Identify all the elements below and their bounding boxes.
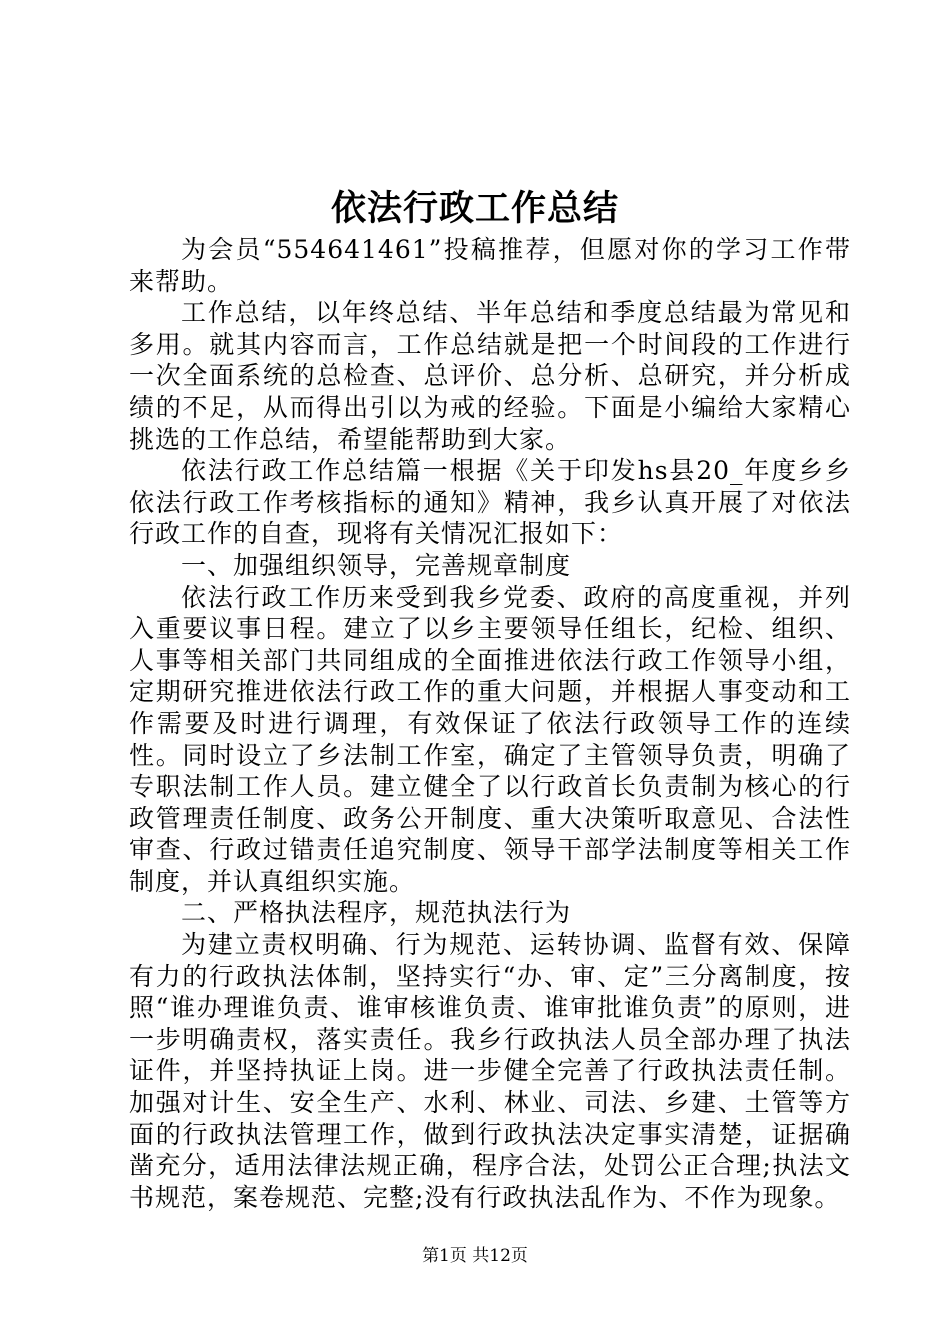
document-body	[129, 234, 851, 1213]
section-1-paragraph: 依法行政工作历来受到我乡党委、政府的高度重视，并列入重要议事日程。建立了以乡主要领导任组长，纪检、组织、人事等相关部门共同组成的全面推进依法行政工作领导小组，定期研究推进依法行政工作的重大问题，并根据人事变动和工作需要及时进行调理，有效保证了依法行政领导工作的连续性。同时设立了乡法制工作室，确定了主管领导负责，明确了专职法制工作人员。建立健全了以行政首长负责制为核心的行政管理责任制度、政务公开制度、重大决策听取意见、合法性审查、行政过错责任追究制度、领导干部学法制度等相关工作制度，并认真组织实施。	[129, 582, 851, 896]
page-number-footer: 第1页 共12页	[422, 1246, 528, 1266]
document-title: 依法行政工作总结	[330, 188, 619, 229]
section-heading-1: 一、加强组织领导，完善规章制度	[181, 550, 572, 580]
summary-definition-paragraph: 工作总结，以年终总结、半年总结和季度总结最为常见和多用。就其内容而言，工作总结就是把一个时间段的工作进行一次全面系统的总检查、总评价、总分析、总研究，并分析成绩的不足，从而得出引以为戒的经验。下面是小编给大家精心挑选的工作总结，希望能帮助到大家。	[129, 298, 851, 454]
section-2-paragraph: 为建立责权明确、行为规范、运转协调、监督有效、保障有力的行政执法体制，坚持实行“办、审、定”三分离制度，按照“谁办理谁负责、谁审核谁负责、谁审批谁负责”的原则，进一步明确责权，落实责任。我乡行政执法人员全部办理了执法证件，并坚持执证上岗。进一步健全完善了行政执法责任制。加强对计生、安全生产、水利、林业、司法、乡建、土管等方面的行政执法管理工作，做到行政执法决定事实清楚，证据确凿充分，适用法律法规正确，程序合法，处罚公正合理;执法文书规范，案卷规范、完整;没有行政执法乱作为、不作为现象。	[129, 930, 851, 1212]
intro-paragraph: 为会员“554641461”投稿推荐，但愿对你的学习工作带来帮助。	[129, 235, 851, 296]
article-one-intro-paragraph: 依法行政工作总结篇一根据《关于印发hs县20_年度乡乡依法行政工作考核指标的通知》精神，我乡认真开展了对依法行政工作的自查，现将有关情况汇报如下：	[129, 456, 851, 549]
section-heading-2: 二、严格执法程序，规范执法行为	[181, 898, 572, 928]
